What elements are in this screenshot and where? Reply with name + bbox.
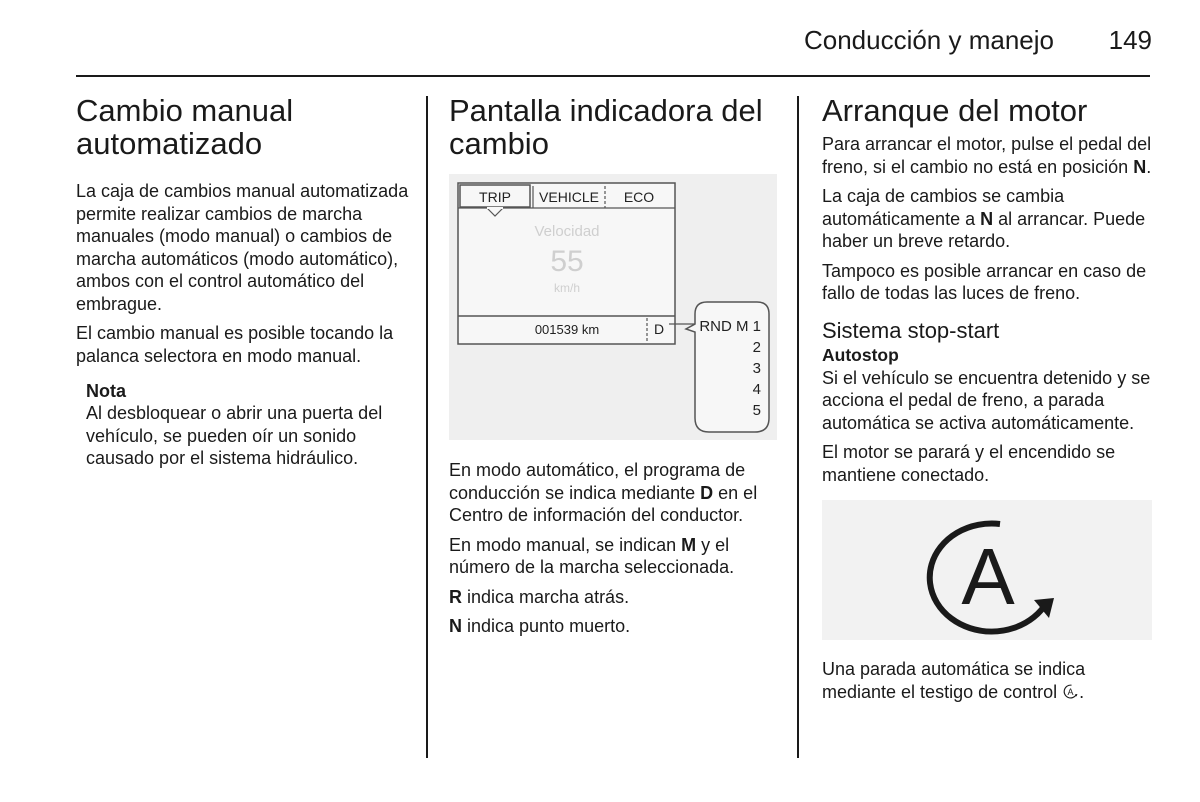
paragraph: Si el vehículo se encuentra detenido y se acciona el pedal de freno, a parada automática se activa automáticamente. [822,367,1151,433]
paragraph: En modo manual, se indican M y el número de la marcha seleccionada. [449,534,735,577]
gear-indicator-d: D [653,321,665,337]
paragraph: R indica marcha atrás. [449,586,630,607]
paragraph: La caja de cambios manual automatizada permite realizar cambios de marcha manuales (modo manual) o cambios de marcha automáticos (modo automático), ambos con el control automático del embrague. [76,181,409,314]
autostop-warning-light-icon [1062,683,1079,700]
section-title-pantalla-indicadora: Pantalla indicadora del cambio [449,93,763,161]
column-divider-1 [426,96,428,758]
odometer-readout: 001539 km [534,322,600,337]
svg-text:A: A [1067,686,1074,697]
tab-trip: TRIP [479,189,511,205]
autostop-symbol-illustration [822,500,1152,640]
tab-eco: ECO [623,189,655,205]
speed-label: Velocidad [534,223,600,240]
gear-display-illustration [449,174,777,440]
tab-vehicle: VEHICLE [539,189,599,205]
autostop-indicator-icon [822,500,1152,640]
column-divider-2 [797,96,799,758]
note-title: Nota [86,381,126,401]
gear-display-drawing [449,174,777,440]
header-rule [76,75,1150,77]
page-number: 149 [1108,25,1152,55]
autostop-symbol-letter: A [961,532,1015,621]
column-1 [76,94,416,470]
paragraph: Para arrancar el motor, pulse el pedal del freno, si el cambio no está en posición N. [822,134,1152,177]
paragraph: El motor se parará y el encendido se mantiene conectado. [822,442,1116,485]
paragraph: N indica punto muerto. [449,616,631,636]
section-title-arranque-motor: Arranque del motor [822,93,1088,128]
gear-selector-header: RND M 1 [699,318,761,335]
paragraph: Tampoco es posible arrancar en caso de fallo de todas las luces de freno. [822,260,1147,303]
speed-value: 55 [550,245,584,278]
gear-number: 3 [752,360,761,377]
paragraph: La caja de cambios se cambia automáticamente a N al arrancar. Puede haber un breve retardo. [822,186,1146,251]
column-3 [822,94,1154,710]
subsubsection-title-autostop: Autostop [822,344,899,365]
section-title-cambio-manual: Cambio manual automatizado [76,93,294,161]
paragraph: Una parada automática se indica mediante el testigo de control A . [822,659,1086,702]
subsection-title-stop-start: Sistema stop-start [822,317,1000,343]
speed-unit: km/h [553,281,581,295]
gear-number: 4 [752,381,761,398]
gear-number: 2 [752,339,761,356]
column-2 [449,94,781,645]
paragraph: En modo automático, el programa de conducción se indica mediante D en el Centro de información del conductor. [449,460,758,525]
gear-number: 5 [752,402,761,419]
paragraph: El cambio manual es posible tocando la palanca selectora en modo manual. [76,323,394,366]
running-header-title: Conducción y manejo [803,25,1054,55]
note-text: Al desbloquear o abrir una puerta del vehículo, se pueden oír un sonido causado por el sistema hidráulico. [86,403,383,468]
